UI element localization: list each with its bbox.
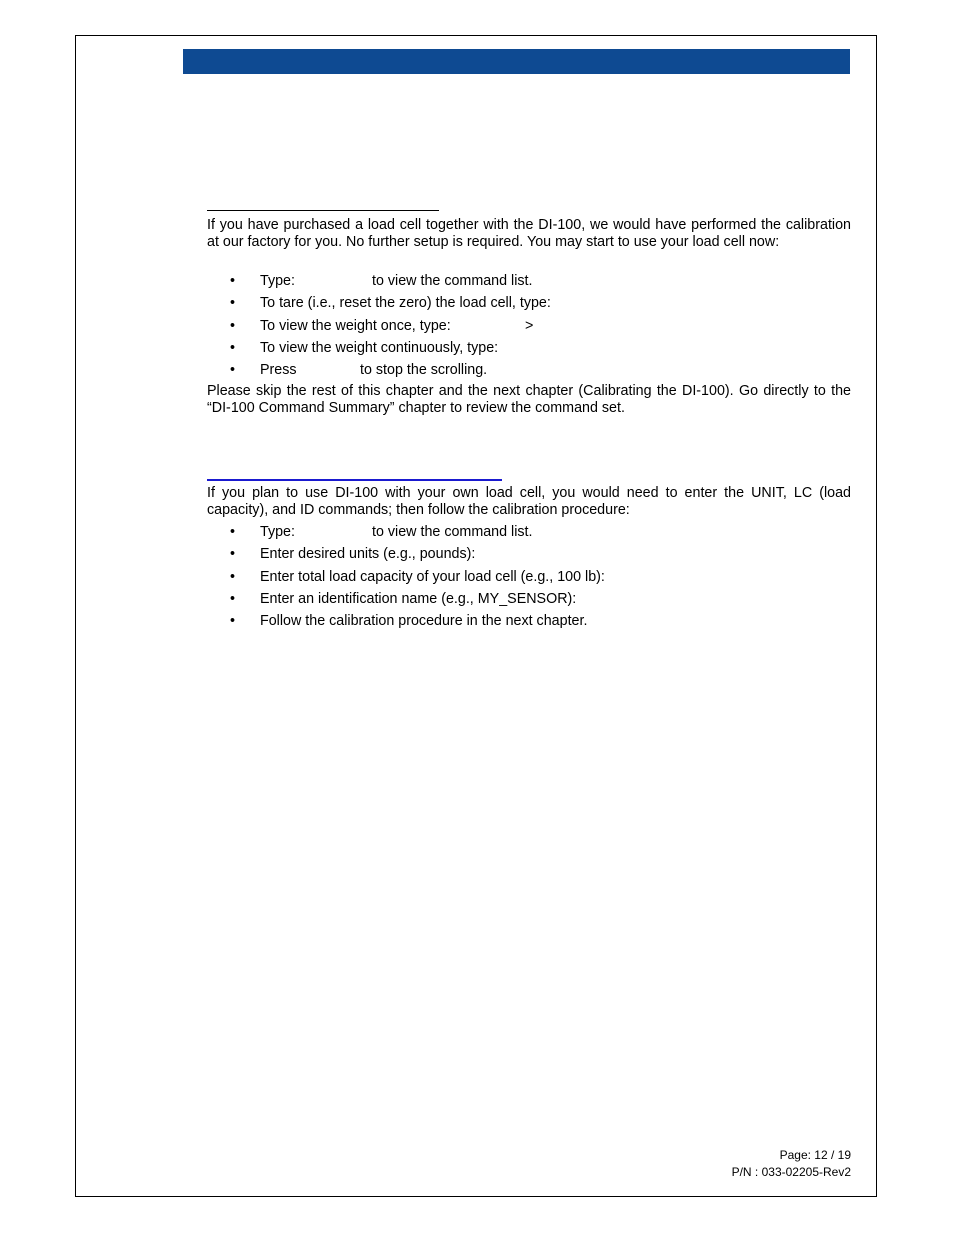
- bullet-text: Enter desired units (e.g., pounds):: [260, 546, 476, 563]
- bullet-icon: •: [230, 295, 236, 312]
- bullet-text: Enter total load capacity of your load cell (e.g., 100 lb):: [260, 568, 605, 585]
- section-a-intro: If you have purchased a load cell together with the DI-100, we would have performed the calibration at our factory for you. No further setup is required. You may start to use your load cell now:: [207, 217, 851, 250]
- section-a-closing: Please skip the rest of this chapter and the next chapter (Calibrating the DI-100). Go directly to the “DI-100 Command Summary” chapter to review the command set.: [207, 383, 851, 416]
- page-number: Page: 12 / 19: [779, 1148, 851, 1162]
- list-item: [230, 591, 850, 613]
- section-heading-rule: [207, 210, 439, 211]
- bullet-icon: •: [230, 273, 236, 289]
- section-b-intro: If you plan to use DI-100 with your own load cell, you would need to enter the UNIT, LC (load capacity), and ID commands; then follow the calibration procedure:: [207, 485, 851, 518]
- list-item: [230, 362, 850, 384]
- bullet-text: Type:: [260, 273, 295, 289]
- bullet-icon: •: [230, 546, 236, 563]
- list-item: [230, 546, 850, 568]
- list-item: [230, 340, 850, 362]
- list-item: [230, 295, 850, 317]
- part-number: P/N : 033-02205-Rev2: [731, 1165, 851, 1179]
- section-b-bullet-list: [230, 524, 850, 635]
- header-bar: [183, 49, 850, 74]
- bullet-icon: •: [230, 590, 236, 607]
- bullet-text: To view the weight continuously, type:: [260, 339, 499, 356]
- bullet-icon: •: [230, 339, 236, 356]
- section-a-bullet-list: [230, 273, 850, 384]
- bullet-text: Enter an identification name (e.g., MY_SENSOR):: [260, 590, 577, 607]
- bullet-text: Follow the calibration procedure in the next chapter.: [260, 613, 588, 630]
- list-item: [230, 569, 850, 591]
- bullet-icon: •: [230, 568, 236, 585]
- bullet-icon: •: [230, 524, 236, 540]
- list-item: [230, 273, 850, 295]
- bullet-text: Type:: [260, 524, 295, 540]
- bullet-text: Press: [260, 362, 297, 379]
- section-heading-link-rule: [207, 479, 502, 481]
- list-item: [230, 318, 850, 340]
- list-item: [230, 613, 850, 635]
- bullet-icon: •: [230, 362, 236, 379]
- bullet-text: To tare (i.e., reset the zero) the load cell, type:: [260, 295, 551, 312]
- bullet-text: >: [525, 317, 534, 334]
- bullet-text: To view the weight once, type:: [260, 317, 451, 334]
- list-item: [230, 524, 850, 546]
- bullet-icon: •: [230, 613, 236, 630]
- bullet-text: to view the command list.: [372, 273, 533, 289]
- bullet-text: to view the command list.: [372, 524, 533, 540]
- bullet-icon: •: [230, 317, 236, 334]
- bullet-text: to stop the scrolling.: [360, 362, 488, 379]
